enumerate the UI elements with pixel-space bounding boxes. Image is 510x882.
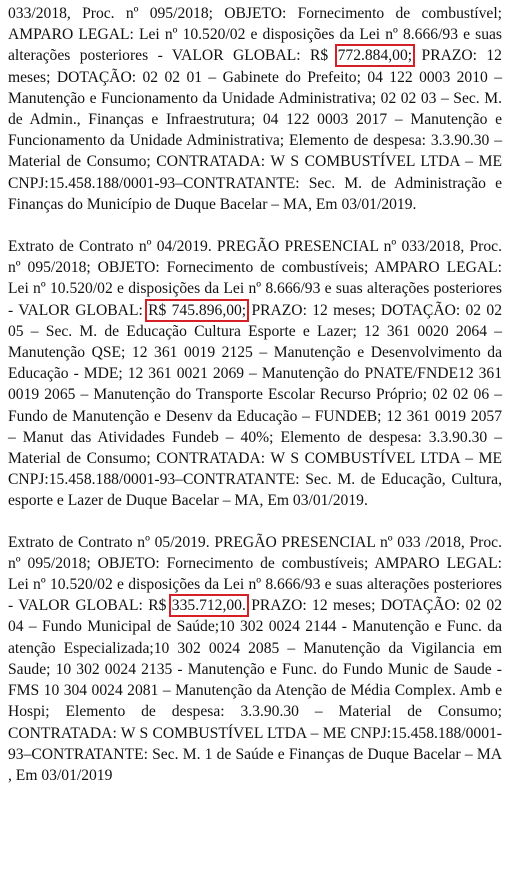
extract-2-global-value: R$ 745.896,00; bbox=[148, 301, 247, 319]
contract-extract-2 bbox=[8, 236, 502, 512]
contract-extract-3 bbox=[8, 532, 502, 786]
extract-1-text-after: PRAZO: 12 meses; DOTAÇÃO: 02 02 01 – Gabinete do Prefeito; 04 122 0003 2010 – Manutenção e Funcionamento da Unidade Administrativa; 02 02 03 – Sec. M. de Admin., Finanças e Infraestrutura; 04 122 0003 2017 – Manutenção e Funcionamento da Unidade Administrativa; Elemento de despesa: 3.3.90.30 – Material de Consumo; CONTRATADA: W S COMBUSTÍVEL LTDA – ME CNPJ:15.458.188/0001-93–CONTRATANTE: Sec. M. de Administração e Finanças do Município de Duque Bacelar – MA, Em 03/01/2019. bbox=[8, 47, 502, 213]
paragraph-spacer bbox=[8, 215, 502, 236]
extract-3-text-before: Extrato de Contrato nº 05/2019. PREGÃO PRESENCIAL nº 033 /2018, Proc. nº 095/2018; OBJETO: Fornecimento de combustíveis; AMPARO LEGAL: Lei nº 10.520/02 e disposições da Lei nº 8.666/93 e suas alterações posteriores - VALOR GLOBAL: R$ bbox=[8, 533, 502, 615]
extract-2-text-before: Extrato de Contrato nº 04/2019. PREGÃO PRESENCIAL nº 033/2018, Proc. nº 095/2018; OBJETO: Fornecimento de combustíveis; AMPARO LEGAL: Lei nº 10.520/02 e disposições da Lei nº 8.666/93 e suas alterações posteriores - VALOR GLOBAL: bbox=[8, 238, 502, 319]
extract-1-text-before: 033/2018, Proc. nº 095/2018; OBJETO: Fornecimento de combustível; AMPARO LEGAL: Lei nº 10.520/02 e disposições da Lei nº 8.666/93 e suas alterações posteriores - VALOR GLOBAL: R$ bbox=[8, 5, 502, 65]
contract-extract-1 bbox=[8, 3, 502, 215]
extract-3-text-after: PRAZO: 12 meses; DOTAÇÃO: 02 02 04 – Fundo Municipal de Saúde;10 302 0024 2144 - Manutenção e Func. da atenção Especializada;10 302 0024 2085 – Manutenção da Vigilancia em Saude; 10 302 0024 2135 - Manutenção e Func. do Fundo Munic de Saude - FMS 10 304 0024 2081 – Manutenção da Atenção de Média Complex. Amb e Hospi; Elemento de despesa: 3.3.90.30 – Material de Consumo; CONTRATADA: W S COMBUSTÍVEL LTDA – ME CNPJ:15.458.188/0001-93–CONTRATANTE: Sec. M. 1 de Saúde e Finanças de Duque Bacelar – MA , Em 03/01/2019 bbox=[8, 597, 502, 784]
extract-1-global-value: 772.884,00; bbox=[337, 47, 413, 65]
extract-3-global-value: 335.712,00. bbox=[171, 597, 246, 615]
paragraph-spacer bbox=[8, 512, 502, 532]
extract-2-text-after: PRAZO: 12 meses; DOTAÇÃO: 02 02 05 – Sec. M. de Educação Cultura Esporte e Lazer; 12 361 0020 2064 – Manutenção QSE; 12 361 0019 2125 – Manutenção e Desenvolvimento da Educação - MDE; 12 361 0021 2069 – Manutenção do PNATE/FNDE12 361 0019 2065 – Manutenção do Transporte Escolar Recurso Próprio; 02 02 06 – Fundo de Manutenção e Desenv da Educação – FUNDEB; 12 361 0019 2057 – Manut das Atividades Fundeb – 40%; Elemento de despesa: 3.3.90.30 – Material de Consumo; CONTRATADA: W S COMBUSTÍVEL LTDA – ME CNPJ:15.458.188/0001-93–CONTRATANTE: Sec. M. de Educação, Cultura, esporte e Lazer de Duque Bacelar – MA, Em 03/01/2019. bbox=[8, 301, 502, 510]
